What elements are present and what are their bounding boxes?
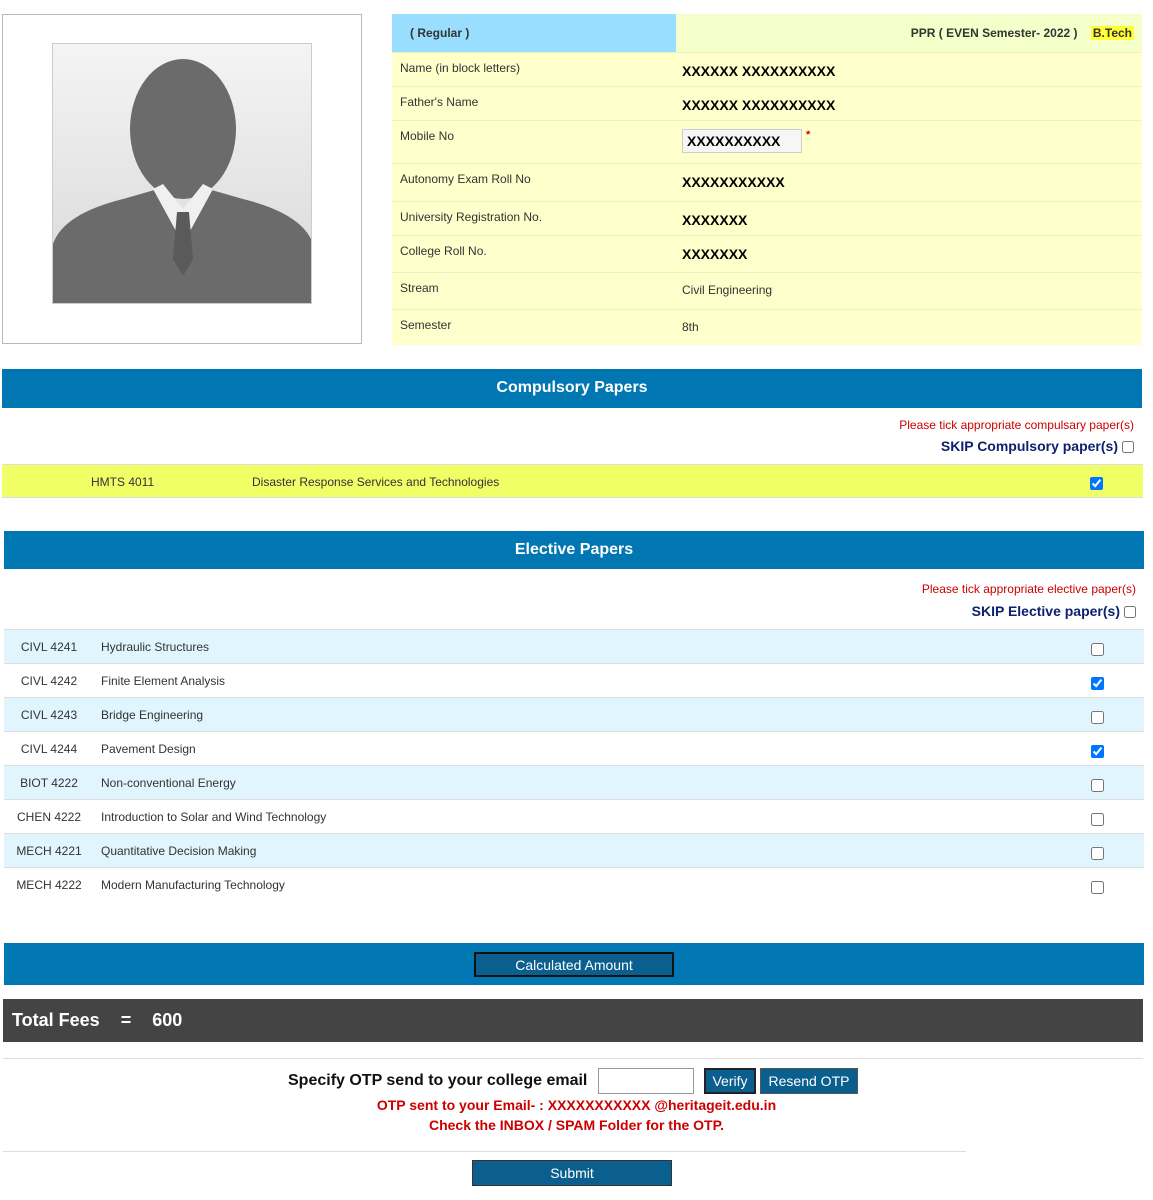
submit-button[interactable]: Submit [472, 1160, 672, 1186]
otp-input[interactable] [598, 1068, 694, 1094]
paper-code: MECH 4221 [16, 844, 82, 858]
otp-section [0, 1067, 1153, 1095]
compulsory-papers-header: Compulsory Papers [2, 369, 1142, 408]
elective-paper-row [4, 731, 1144, 765]
elective-warning: Please tick appropriate elective paper(s) [921, 582, 1136, 596]
total-fees-value: 600 [152, 1010, 183, 1030]
elective-papers-header: Elective Papers [4, 531, 1144, 569]
paper-name: Finite Element Analysis [101, 674, 226, 688]
elective-paper-checkbox[interactable] [1091, 711, 1104, 724]
elective-paper-checkbox[interactable] [1091, 881, 1104, 894]
elective-paper-row [4, 833, 1144, 867]
info-row [392, 272, 1142, 309]
mobile-input[interactable] [682, 129, 802, 153]
info-value: 8th [682, 320, 699, 334]
elective-paper-row [4, 663, 1144, 697]
info-label: Father's Name [400, 95, 479, 109]
info-row [392, 309, 1142, 345]
skip-compulsory-checkbox[interactable] [1122, 441, 1134, 453]
info-label: Autonomy Exam Roll No [400, 172, 531, 186]
info-row [392, 120, 1142, 163]
elective-paper-checkbox[interactable] [1091, 813, 1104, 826]
skip-elective-checkbox[interactable] [1124, 606, 1136, 618]
elective-paper-row [4, 629, 1144, 663]
compulsory-paper-row [2, 464, 1143, 498]
elective-paper-checkbox[interactable] [1091, 779, 1104, 792]
info-row [392, 52, 1142, 86]
info-value: XXXXXXX [682, 246, 748, 262]
resend-otp-button[interactable]: Resend OTP [760, 1068, 858, 1094]
info-row [392, 201, 1142, 235]
student-info-table [392, 14, 1142, 345]
compulsory-paper-checkbox[interactable] [1090, 477, 1103, 490]
info-label: Stream [400, 281, 439, 295]
info-rows [392, 52, 1142, 345]
otp-check-message: Check the INBOX / SPAM Folder for the OTP. [428, 1117, 725, 1133]
info-value: XXXXXX XXXXXXXXXX [682, 63, 836, 79]
paper-code: CIVL 4241 [20, 640, 78, 654]
photo-frame [2, 14, 362, 344]
divider [3, 1151, 966, 1152]
degree-badge: B.Tech [1092, 26, 1132, 40]
elective-paper-checkbox[interactable] [1091, 677, 1104, 690]
exam-session [676, 14, 1142, 52]
paper-name: Introduction to Solar and Wind Technology [101, 810, 327, 824]
skip-compulsory-label: SKIP Compulsory paper(s) [940, 438, 1118, 454]
paper-code: CHEN 4222 [16, 810, 82, 824]
paper-name: Hydraulic Structures [101, 640, 210, 654]
compulsory-warning: Please tick appropriate compulsary paper(s) [899, 418, 1134, 432]
skip-elective-label: SKIP Elective paper(s) [971, 603, 1120, 619]
paper-name: Quantitative Decision Making [101, 844, 257, 858]
info-value: XXXXXXXXXXX [682, 174, 785, 190]
paper-name: Bridge Engineering [101, 708, 204, 722]
elective-paper-list [4, 629, 1144, 901]
paper-name: Non-conventional Energy [101, 776, 236, 790]
info-label: Name (in block letters) [400, 61, 521, 75]
elective-paper-row [4, 765, 1144, 799]
info-header [392, 14, 1142, 52]
skip-elective [0, 603, 1136, 619]
paper-code: BIOT 4222 [20, 776, 78, 790]
session-label: PPR ( EVEN Semester- 2022 ) [910, 26, 1078, 40]
info-value: XXXXXX XXXXXXXXXX [682, 97, 836, 113]
paper-code: MECH 4222 [16, 878, 82, 892]
paper-name: Modern Manufacturing Technology [101, 878, 285, 892]
total-fees-label: Total Fees [12, 1010, 100, 1030]
info-row [392, 163, 1142, 201]
exam-type: ( Regular ) [392, 14, 676, 52]
info-row [392, 235, 1142, 272]
paper-name: Disaster Response Services and Technologies [252, 475, 500, 489]
elective-paper-checkbox[interactable] [1091, 745, 1104, 758]
info-value: XXXXXXX [682, 212, 748, 228]
otp-sent-message: OTP sent to your Email- : XXXXXXXXXXX @heritageit.edu.in [376, 1097, 777, 1113]
person-silhouette-icon [53, 44, 312, 304]
amount-bar [4, 943, 1144, 985]
otp-label: Specify OTP send to your college email [288, 1072, 588, 1089]
elective-paper-row [4, 867, 1144, 901]
verify-button[interactable]: Verify [704, 1068, 756, 1094]
elective-paper-row [4, 799, 1144, 833]
paper-code: HMTS 4011 [91, 475, 155, 489]
skip-compulsory [0, 438, 1134, 454]
info-value [676, 121, 1142, 163]
divider [3, 1058, 1143, 1059]
elective-paper-checkbox[interactable] [1091, 643, 1104, 656]
paper-code: CIVL 4244 [20, 742, 78, 756]
info-label: College Roll No. [400, 244, 487, 258]
student-photo [52, 43, 312, 304]
info-label: University Registration No. [400, 210, 543, 224]
total-fees-bar [3, 999, 1143, 1042]
info-label: Semester [400, 318, 452, 332]
info-value: Civil Engineering [682, 283, 773, 297]
elective-paper-checkbox[interactable] [1091, 847, 1104, 860]
required-mark: * [806, 129, 811, 141]
paper-code: CIVL 4242 [20, 674, 78, 688]
info-row [392, 86, 1142, 120]
calculated-amount-button[interactable]: Calculated Amount [474, 952, 674, 977]
elective-paper-row [4, 697, 1144, 731]
info-label: Mobile No [400, 129, 455, 143]
paper-name: Pavement Design [101, 742, 196, 756]
total-fees-equals: = [120, 1010, 132, 1030]
paper-code: CIVL 4243 [20, 708, 78, 722]
